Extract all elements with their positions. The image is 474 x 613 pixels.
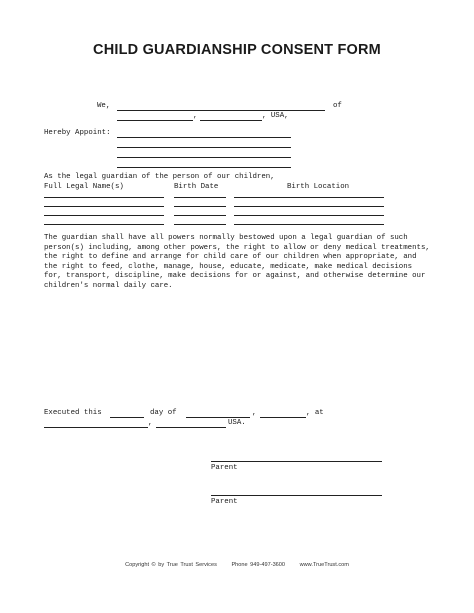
form-title: CHILD GUARDIANSHIP CONSENT FORM [93, 42, 381, 58]
child-birth-date-line-3[interactable] [174, 215, 226, 216]
at-label: , at [306, 409, 324, 417]
execution-year-line[interactable] [260, 417, 306, 418]
child-birth-location-line-2[interactable] [234, 206, 384, 207]
footer-website[interactable]: www.TrueTrust.com [299, 562, 349, 568]
col-birth-location: Birth Location [287, 183, 350, 191]
comma-separator-3: , [148, 419, 153, 427]
state-line[interactable] [200, 120, 262, 121]
execution-city-line[interactable] [44, 427, 148, 428]
we-label: We, [97, 102, 111, 110]
col-full-legal-name: Full Legal Name(s) [44, 183, 124, 191]
child-name-line-3[interactable] [44, 215, 164, 216]
child-name-line-4[interactable] [44, 224, 164, 225]
guardian-address-line-3[interactable] [117, 167, 291, 168]
footer-phone: Phone 949-497-3600 [231, 562, 286, 568]
parent-signature-line-1[interactable] [211, 461, 382, 462]
parents-name-line[interactable] [117, 110, 325, 111]
comma-separator: , [193, 112, 198, 120]
of-label: of [333, 102, 342, 110]
parent-label-2: Parent [211, 498, 238, 506]
child-name-line-1[interactable] [44, 197, 164, 198]
guardian-address-line-1[interactable] [117, 147, 291, 148]
parent-signature-line-2[interactable] [211, 495, 382, 496]
city-line[interactable] [117, 120, 193, 121]
guardian-name-line[interactable] [117, 137, 291, 138]
child-birth-date-line-2[interactable] [174, 206, 226, 207]
powers-paragraph: The guardian shall have all powers normally bestowed upon a legal guardian of such person(s) including, among other powers, the right to allow or deny medical treatments, the right to define and arrange for child care of our children when appropriate, and the right to feed, clothe, manage, house, educate, medicate, make medical decisions for, transport, discipline, make decisions for or against, and otherwise determine our children's normal daily care. [44, 234, 430, 290]
parent-label-1: Parent [211, 464, 238, 472]
child-birth-location-line-4[interactable] [234, 224, 384, 225]
appoint-label: Hereby Appoint: [44, 129, 111, 137]
comma-separator-2: , [252, 409, 257, 417]
execution-day-line[interactable] [110, 417, 144, 418]
child-birth-date-line-1[interactable] [174, 197, 226, 198]
footer-copyright: Copyright © by True Trust Services [125, 562, 217, 568]
child-birth-location-line-1[interactable] [234, 197, 384, 198]
usa-label: , USA, [262, 112, 289, 120]
child-birth-date-line-4[interactable] [174, 224, 226, 225]
executed-this-label: Executed this [44, 409, 102, 417]
guardian-address-line-2[interactable] [117, 157, 291, 158]
child-name-line-2[interactable] [44, 206, 164, 207]
day-of-label: day of [150, 409, 177, 417]
usa-end-label: USA. [228, 419, 246, 427]
execution-state-line[interactable] [156, 427, 226, 428]
guardian-intro: As the legal guardian of the person of our children, [44, 173, 275, 181]
page-footer [0, 562, 474, 568]
col-birth-date: Birth Date [174, 183, 219, 191]
child-birth-location-line-3[interactable] [234, 215, 384, 216]
